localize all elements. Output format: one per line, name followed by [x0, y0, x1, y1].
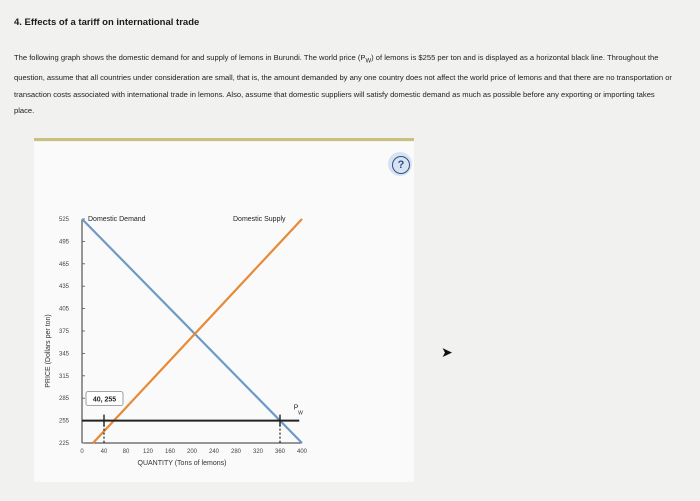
- y-axis-label: PRICE (Dollars per ton): [45, 314, 52, 388]
- x-tick-label: 40: [100, 449, 108, 455]
- y-tick-label: 435: [58, 284, 69, 291]
- x-tick-label: 360: [274, 449, 286, 455]
- y-tick-label: 525: [58, 217, 69, 223]
- world-price-label: P: [293, 404, 299, 412]
- point-annotation-label: 40, 255: [92, 396, 117, 404]
- supply-label: Domestic Supply: [233, 216, 286, 223]
- x-tick-label: 160: [164, 449, 176, 455]
- world-price-subscript: W: [298, 410, 303, 417]
- x-tick-label: 320: [252, 449, 264, 455]
- y-tick-label: 225: [58, 441, 69, 447]
- y-tick-label: 465: [58, 261, 69, 268]
- x-tick-label: 120: [142, 449, 154, 455]
- y-tick-label: 255: [58, 418, 69, 425]
- y-tick-label: 375: [58, 329, 69, 335]
- x-tick-label: 80: [122, 449, 130, 455]
- x-tick-label: 240: [208, 449, 220, 455]
- supply-curve: [93, 219, 302, 443]
- y-tick-label: 405: [58, 306, 69, 313]
- x-axis-label: QUANTITY (Tons of lemons): [137, 460, 227, 467]
- y-tick-label: 285: [58, 396, 69, 403]
- y-tick-label: 345: [58, 351, 69, 358]
- question-body-part1: The following graph shows the domestic demand for and supply of lemons in Burundi. The world price (P: [14, 53, 366, 62]
- y-tick-label: 315: [58, 373, 69, 380]
- y-tick-label: 495: [58, 239, 69, 246]
- question-title: 4. Effects of a tariff on international trade: [14, 17, 200, 28]
- question-body-subscript: W: [365, 58, 372, 65]
- x-tick-label: 280: [230, 449, 242, 455]
- help-icon[interactable]: ?: [392, 156, 410, 174]
- x-tick-label: 200: [186, 449, 198, 455]
- demand-curve: [82, 219, 302, 443]
- mouse-cursor-icon: ➤: [441, 344, 453, 360]
- x-tick-label: 400: [296, 449, 308, 455]
- demand-label: Domestic Demand: [88, 216, 146, 223]
- x-tick-label: 0: [80, 449, 84, 455]
- question-body-part2: ) of lemons is $255 per ton and is displayed as a horizontal black line. Throughout the question, assume that all countries under consideration are small, that is, the amount demanded by any one country does not affect the world price of lemons and that there are no transportation or transaction costs associated with international trade in lemons. Also, assume that domestic suppliers will satisfy domestic demand as much as possible before any exporting or importing takes place.: [14, 53, 672, 116]
